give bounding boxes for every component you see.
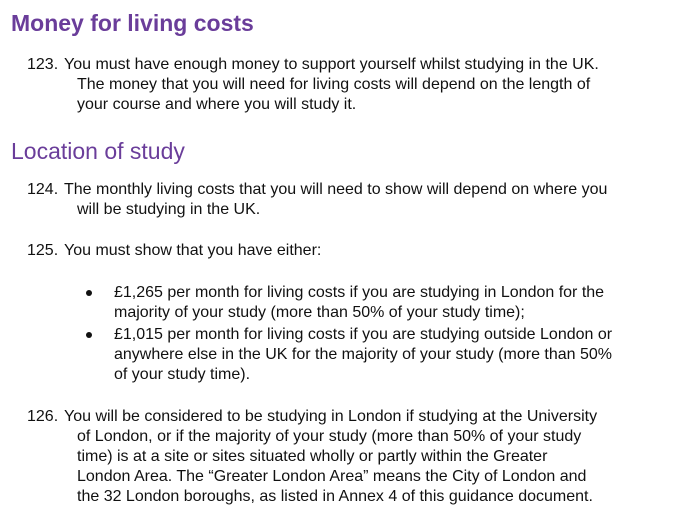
paragraph-line: your course and where you will study it. (77, 96, 357, 113)
paragraph-number: 124. (27, 181, 59, 198)
bullet-item-outside-london (86, 325, 686, 385)
living-costs-bullet-list (86, 283, 686, 385)
paragraph-line: of London, or if the majority of your study (more than 50% of your study (77, 428, 582, 445)
paragraph-124 (27, 180, 687, 220)
paragraph-line: You must have enough money to support yourself whilst studying in the UK. (64, 56, 599, 73)
bullet-line: majority of your study (more than 50% of your study time); (114, 304, 525, 321)
bullet-line: anywhere else in the UK for the majority of your study (more than 50% (114, 346, 613, 363)
paragraph-line: The money that you will need for living costs will depend on the length of (77, 76, 591, 93)
paragraph-line: the 32 London boroughs, as listed in Annex 4 of this guidance document. (77, 488, 593, 505)
paragraph-line: You will be considered to be studying in London if studying at the University (64, 408, 598, 425)
bullet-line: £1,015 per month for living costs if you are studying outside London or (114, 326, 613, 343)
bullet-line: £1,265 per month for living costs if you are studying in London for the (114, 284, 605, 301)
section-heading-location-of-study: Location of study (11, 138, 185, 164)
paragraph-number: 125. (27, 242, 59, 259)
paragraph-number: 126. (27, 408, 59, 425)
bullet-item-london (86, 283, 686, 323)
paragraph-line: You must show that you have either: (64, 242, 322, 259)
section-heading-money-for-living-costs: Money for living costs (11, 10, 254, 36)
bullet-dot-icon (86, 290, 92, 296)
paragraph-number: 123. (27, 56, 59, 73)
paragraph-line: The monthly living costs that you will need to show will depend on where you (64, 181, 608, 198)
paragraph-line: will be studying in the UK. (77, 201, 261, 218)
paragraph-line: time) is at a site or sites situated wholly or partly within the Greater (77, 448, 548, 465)
paragraph-line: London Area. The “Greater London Area” means the City of London and (77, 468, 587, 485)
paragraph-126 (27, 407, 687, 507)
paragraph-125 (27, 241, 687, 261)
paragraph-123 (27, 55, 687, 115)
bullet-line: of your study time). (114, 366, 251, 383)
bullet-dot-icon (86, 332, 92, 338)
